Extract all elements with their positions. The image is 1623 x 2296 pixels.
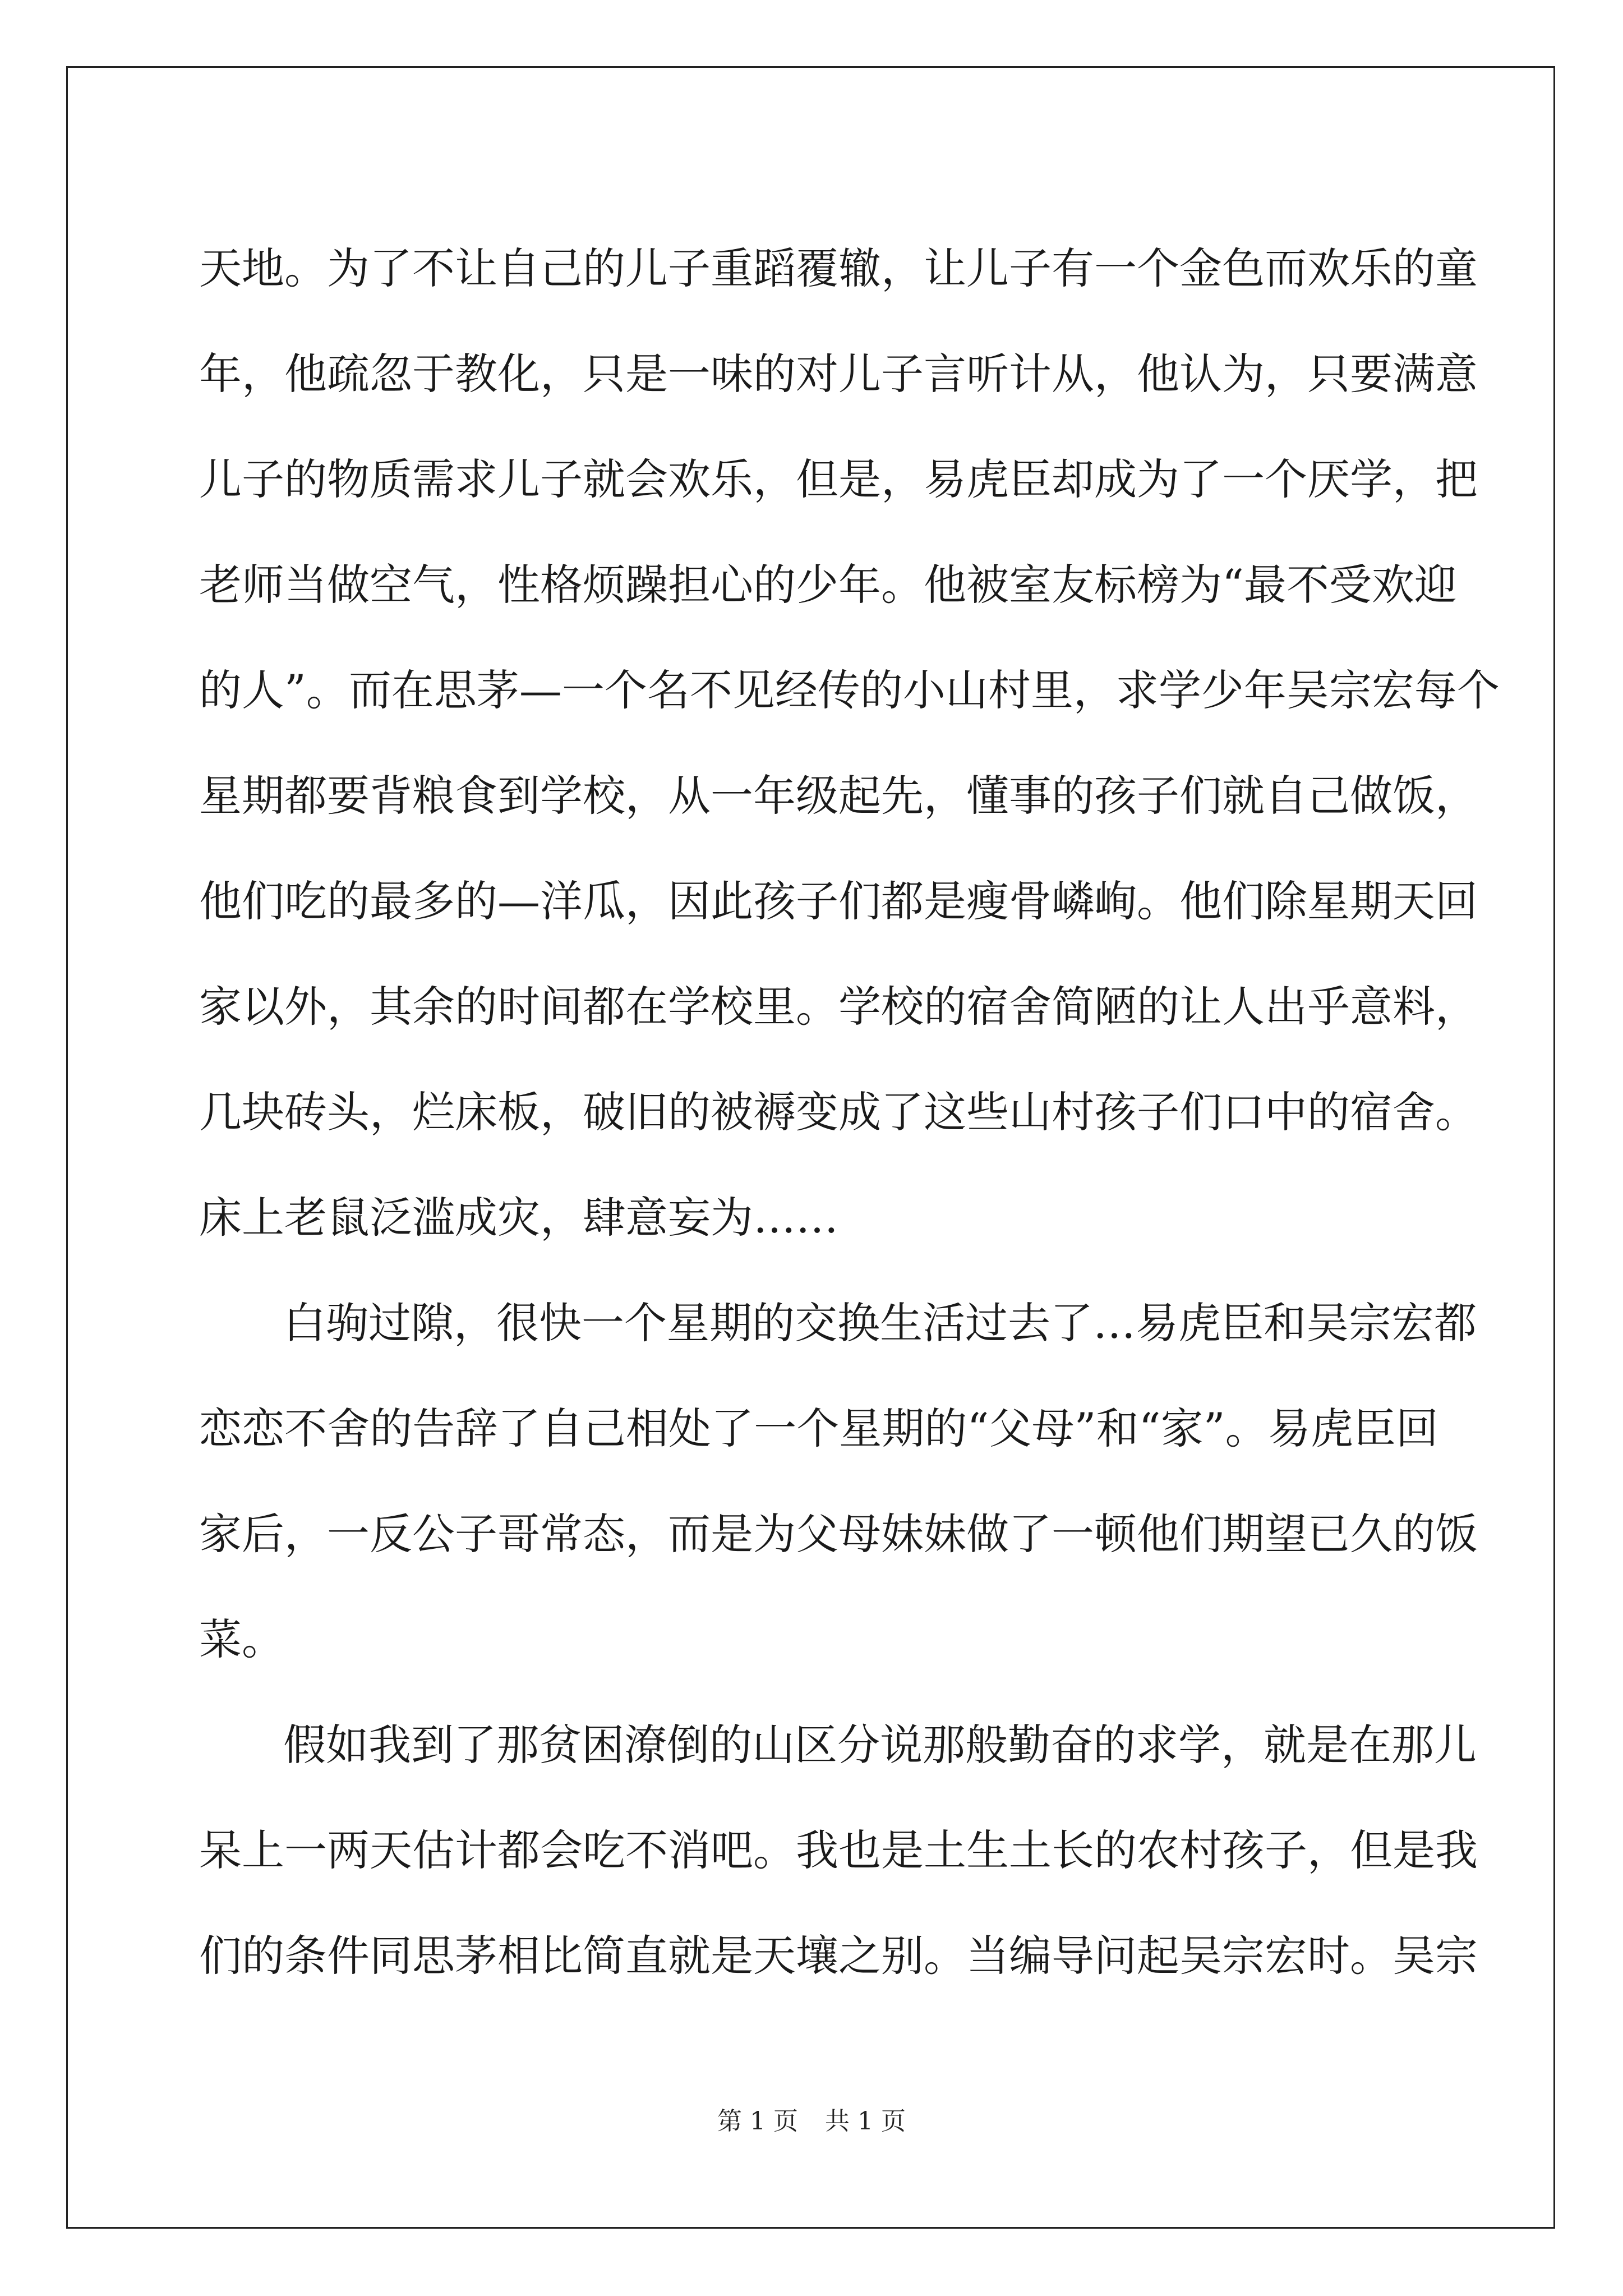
page-total: 共 1 页: [825, 2107, 906, 2136]
text-line: 呆上一两天估计都会吃不消吧。我也是土生土长的农村孩子，但是我: [199, 1825, 1478, 1875]
page-footer: [0, 2101, 1623, 2137]
paragraph-3: [199, 1692, 1478, 2009]
text-line: 家以外，其余的时间都在学校里。学校的宿舍简陋的让人出乎意料，: [199, 982, 1478, 1032]
text-line: 白驹过隙，很快一个星期的交换生活过去了…易虎臣和吴宗宏都: [283, 1298, 1477, 1348]
text-line: 几块砖头，烂床板，破旧的被褥变成了这些山村孩子们口中的宿舍。: [199, 1087, 1478, 1137]
text-line: 家后，一反公子哥常态，而是为父母妹妹做了一顿他们期望已久的饭: [199, 1509, 1478, 1559]
text-line: 年，他疏忽于教化，只是一味的对儿子言听计从，他认为，只要满意: [199, 349, 1478, 399]
text-line: 恋恋不舍的告辞了自己相处了一个星期的“父母”和“家”。易虎臣回: [199, 1404, 1438, 1453]
text-line: 儿子的物质需求儿子就会欢乐，但是，易虎臣却成为了一个厌学，把: [199, 454, 1478, 504]
page-number: 第 1 页: [717, 2107, 798, 2136]
document-body: [199, 216, 1500, 2009]
text-line: 床上老鼠泛滥成灾，肆意妄为……: [199, 1193, 838, 1243]
text-line: 的人”。而在思茅—一个名不见经传的小山村里，求学少年吴宗宏每个: [199, 665, 1500, 715]
text-line: 天地。为了不让自己的儿子重蹈覆辙，让儿子有一个金色而欢乐的童: [199, 243, 1478, 293]
paragraph-1: [199, 216, 1500, 1271]
text-line: 假如我到了那贫困潦倒的山区分说那般勤奋的求学，就是在那儿: [283, 1720, 1477, 1770]
text-line: 们的条件同思茅相比简直就是天壤之别。当编导问起吴宗宏时。吴宗: [199, 1931, 1478, 1981]
text-line: 星期都要背粮食到学校，从一年级起先，懂事的孩子们就自己做饭，: [199, 771, 1478, 821]
paragraph-2: [199, 1271, 1478, 1692]
text-line: 老师当做空气，性格烦躁担心的少年。他被室友标榜为“最不受欢迎: [199, 560, 1457, 610]
text-line: 菜。: [199, 1614, 284, 1664]
text-line: 他们吃的最多的—洋瓜，因此孩子们都是瘦骨嶙峋。他们除星期天回: [199, 876, 1478, 926]
